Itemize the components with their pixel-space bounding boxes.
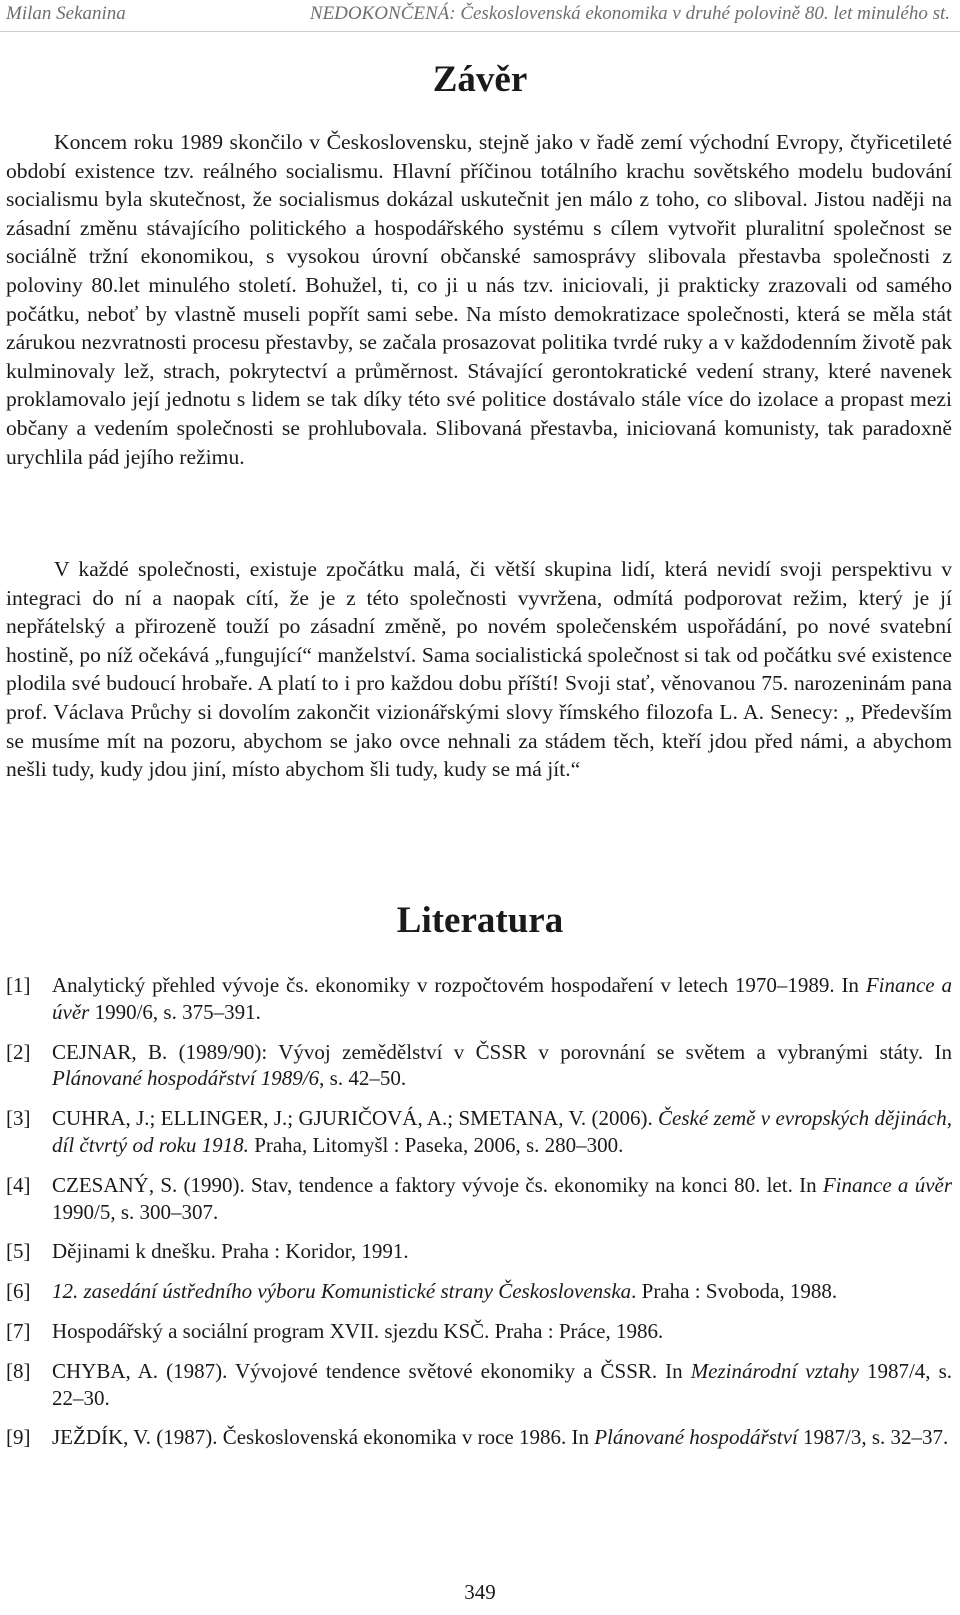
- reference-text-tail: 1987/3, s. 32–37.: [797, 1425, 949, 1450]
- reference-title-italic: Plánované hospodářství: [594, 1425, 798, 1450]
- reference-number: [9]: [6, 1425, 31, 1450]
- reference-text: [52, 1172, 952, 1226]
- reference-text-tail: 1990/5, s. 300–307.: [52, 1199, 219, 1224]
- reference-item: [6, 1278, 952, 1305]
- reference-number: [7]: [6, 1318, 31, 1343]
- reference-title-italic: Mezinárodní vztahy: [690, 1358, 859, 1383]
- reference-item: [6, 1105, 952, 1159]
- page-number: 349: [464, 1580, 496, 1604]
- reference-text: [52, 1424, 952, 1451]
- reference-item: [6, 1424, 952, 1451]
- reference-number: [4]: [6, 1172, 31, 1197]
- reference-item: [6, 1039, 952, 1093]
- reference-item: [6, 1172, 952, 1226]
- reference-text: [52, 1105, 952, 1159]
- reference-text-tail: 1987/4, s. 22–30.: [52, 1358, 952, 1410]
- literature-heading: Literatura: [396, 900, 564, 941]
- reference-text-tail: , s. 42–50.: [319, 1066, 407, 1091]
- reference-text-plain: Hospodářský a sociální program XVII. sjezdu KSČ. Praha : Práce, 1986.: [52, 1318, 664, 1343]
- reference-title-italic: Finance a úvěr: [822, 1172, 953, 1197]
- header-rule: [0, 31, 960, 32]
- reference-text-plain: CUHRA, J.; ELLINGER, J.; GJURIČOVÁ, A.; SMETANA, V. (2006).: [52, 1106, 659, 1131]
- reference-text-plain: JEŽDÍK, V. (1987). Československá ekonomika v roce 1986. In: [52, 1425, 595, 1450]
- header-title: NEDOKONČENÁ: Československá ekonomika v druhé polovině 80. let minulého st.: [309, 3, 950, 24]
- reference-text-plain: Analytický přehled vývoje čs. ekonomiky v rozpočtovém hospodaření v letech 1970–1989. In: [52, 973, 866, 997]
- reference-item: [6, 1238, 952, 1265]
- reference-number: [3]: [6, 1106, 31, 1131]
- conclusion-heading: Závěr: [432, 59, 528, 100]
- reference-text-tail: . Praha : Svoboda, 1988.: [631, 1279, 838, 1304]
- conclusion-paragraph-1: Koncem roku 1989 skončilo v Československu, stejně jako v řadě zemí východní Evropy, čtyřicetileté období existence tzv. reálného socialismu. Hlavní příčinou totálního krachu sovětského modelu budování socialismu byla skutečnost, že socialismus dokázal uskutečnit jen málo z toho, co sliboval. Jistou naději na zásadní změnu stávajícího politického a hospodářského systému s cílem vytvořit pluralitní společnost se sociálně tržní ekonomikou, s vysokou úrovní občanské samosprávy slibovala přestavba společnosti z poloviny 80.let minulého století. Bohužel, ti, co ji u nás tzv. iniciovali, ji prakticky zrazovali od samého počátku, neboť by vlastně museli popřít sami sebe. Na místo demokratizace společnosti, která se měla stát zárukou nezvratnosti procesu přestavby, se začala prosazovat politika tvrdé ruky a v každodenním životě pak kulminovaly lež, strach, pokrytectví a průměrnost. Stávající gerontokratické vedení strany, které navenek proklamovalo její jednotu s lidem se tak díky této své politice dostávalo stále více do izolace a propast mezi občany a vedením společnosti se prohlubovala. Slibovaná přestavba, iniciovaná komunisty, tak paradoxně urychlila pád jejího režimu.: [6, 130, 952, 469]
- reference-text-tail: Praha, Litomyšl : Paseka, 2006, s. 280–300.: [248, 1132, 624, 1157]
- reference-list: [6, 972, 952, 1464]
- reference-text: [52, 1278, 952, 1305]
- reference-number: [2]: [6, 1039, 31, 1064]
- reference-text: [52, 972, 952, 1026]
- reference-title-italic: České země v evropských dějinách, díl čtvrtý od roku 1918.: [52, 1106, 953, 1157]
- reference-title-italic: 12. zasedání ústředního výboru Komunistické strany Československa: [52, 1279, 632, 1304]
- reference-text: [52, 1039, 952, 1093]
- reference-text-plain: CEJNAR, B. (1989/90): Vývoj zemědělství v ČSSR v porovnání se světem a vybranými státy. In: [52, 1039, 952, 1064]
- running-header: [6, 3, 950, 25]
- reference-text: [52, 1238, 952, 1265]
- reference-item: [6, 1318, 952, 1345]
- reference-text: [52, 1318, 952, 1345]
- reference-number: [5]: [6, 1239, 31, 1264]
- reference-title-italic: Finance a úvěr: [52, 973, 952, 1024]
- conclusion-paragraph-2: V každé společnosti, existuje zpočátku malá, či větší skupina lidí, která nevidí svoji perspektivu v integraci do ní a naopak cítí, že je z této společnosti vyvržena, odmítá podporovat režim, který je jí nepřátelský a přirozeně touží po zásadní změně, po novém společenském uspořádání, po nové svatební hostině, po níž očekává „fungující“ manželství. Sama socialistická společnost si tak od počátku své existence plodila své budoucí hrobaře. A platí to i pro každou dobu příští! Svoji stať, věnovanou 75. narozeninám pana prof. Václava Průchy si dovolím zakončit vizionářskými slovy římského filozofa L. A. Senecy: „ Především se musíme mít na pozoru, abychom se jako ovce nehnali za stádem těch, kteří jdou před námi, a abychom nešli tudy, kudy jdou jiní, místo abychom šli tudy, kudy se má jít.“: [6, 557, 952, 782]
- reference-number: [6]: [6, 1279, 31, 1304]
- reference-item: [6, 972, 952, 1026]
- header-author: Milan Sekanina: [6, 3, 126, 24]
- reference-text-tail: 1990/6, s. 375–391.: [89, 999, 261, 1024]
- reference-item: [6, 1358, 952, 1412]
- reference-title-italic: Plánované hospodářství 1989/6: [52, 1066, 320, 1091]
- reference-text: [52, 1358, 952, 1412]
- reference-number: [1]: [6, 973, 31, 997]
- reference-text-plain: Dějinami k dnešku. Praha : Koridor, 1991.: [52, 1239, 409, 1264]
- reference-text-plain: CZESANÝ, S. (1990). Stav, tendence a faktory vývoje čs. ekonomiky na konci 80. let. In: [52, 1172, 823, 1197]
- reference-text-plain: CHYBA, A. (1987). Vývojové tendence světové ekonomiky a ČSSR. In: [52, 1358, 691, 1383]
- reference-number: [8]: [6, 1358, 31, 1383]
